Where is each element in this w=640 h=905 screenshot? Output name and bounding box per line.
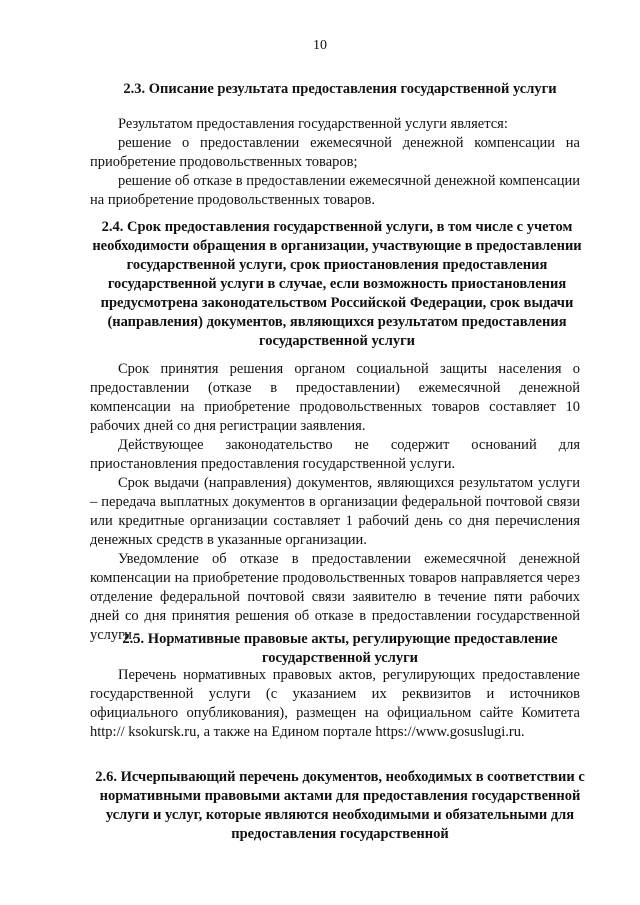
paragraph: решение об отказе в предоставлении ежемесячной денежной компенсации на приобретение продовольственных товаров. — [90, 173, 580, 208]
page-number: 10 — [313, 38, 327, 53]
section-2-5-heading: 2.5. Нормативные правовые акты, регулирующие предоставление государственной услуги — [122, 631, 558, 666]
paragraph: Срок выдачи (направления) документов, являющихся результатом услуги – передача выплатных документов в организации федеральной почтовой связи или кредитные организации составляет 1 рабочий день со дня перечисления денежных средств в указанные организации. — [90, 475, 580, 548]
section-2-4-heading: 2.4. Срок предоставления государственной услуги, в том числе с учетом необходимости обращения в организации, участвующие в предоставлении государственной услуги, срок приостановления предоставления государственной услуги в случае, если возможность приостановления предусмотрена законодательством Российской Федерации, срок выдачи (направления) документов, являющихся результатом предоставления государственной услуги — [92, 219, 582, 349]
section-2-6-heading: 2.6. Исчерпывающий перечень документов, необходимых в соответствии с нормативными правовыми актами для предоставления государственной услуги и услуг, которые являются необходимыми и обязательными для предоставления государственной — [95, 769, 585, 842]
section-2-4-body — [90, 360, 580, 645]
paragraph: Срок принятия решения органом социальной защиты населения о предоставлении (отказе в предоставлении) ежемесячной денежной компенсации на приобретение продовольственных товаров составляет 10 рабочих дней со дня регистрации заявления. — [90, 361, 580, 434]
paragraph: Перечень нормативных правовых актов, регулирующих предоставление государственной услуги (с указанием их реквизитов и источников официального опубликования), размещен на официальном сайте Комитета http:// ksokursk.ru, а также на Едином портале https://www.gosuslugi.ru. — [90, 667, 580, 740]
paragraph: решение о предоставлении ежемесячной денежной компенсации на приобретение продовольственных товаров; — [90, 135, 580, 170]
section-2-3-heading: 2.3. Описание результата предоставления государственной услуги — [123, 81, 557, 97]
paragraph: Уведомление об отказе в предоставлении ежемесячной денежной компенсации на приобретение продовольственных товаров направляется через отделение федеральной почтовой связи заявителю в течение пяти рабочих дней со дня принятия решения об отказе в предоставлении государственной услуги. — [90, 551, 580, 643]
paragraph: Действующее законодательство не содержит оснований для приостановления предоставления государственной услуги. — [90, 437, 580, 472]
section-2-3-body — [90, 115, 580, 210]
section-2-5-body — [90, 666, 580, 742]
paragraph: Результатом предоставления государственной услуги является: — [118, 116, 508, 132]
